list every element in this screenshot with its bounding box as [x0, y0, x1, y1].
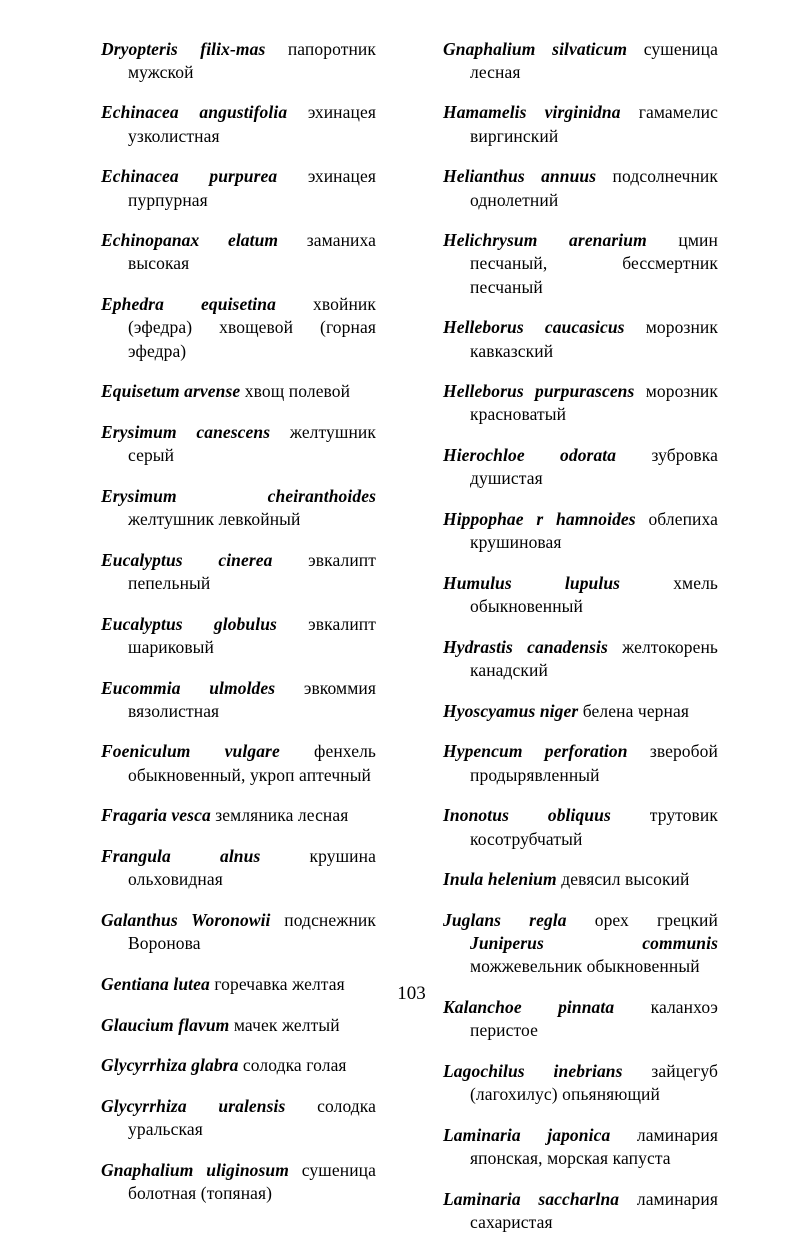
russian-name: ламинария японская, морская капуста [470, 1124, 718, 1169]
russian-name: горечавка желтая [214, 973, 345, 994]
glossary-entry [443, 700, 718, 723]
russian-name: зайцегуб (лагохилус) опьяняющий [470, 1061, 718, 1105]
russian-name: зверобой продырявленный [470, 741, 718, 785]
latin-name: Laminaria japonica [443, 1124, 611, 1145]
latin-name: Dryopteris filix-mas [101, 38, 266, 59]
latin-name: Erysimum canescens [101, 421, 271, 442]
latin-name: Echinopanax elatum [101, 230, 279, 251]
russian-name: каланхоэ перистое [470, 997, 718, 1041]
glossary-entry [443, 444, 718, 490]
glossary-entry [443, 636, 718, 682]
glossary-entry [101, 613, 376, 659]
glossary-entry [101, 1054, 376, 1077]
russian-name: солодка голая [242, 1055, 347, 1076]
latin-name: Foeniculum vulgare [101, 741, 280, 762]
russian-name: фенхель обыкновенный, укроп аптечный [128, 741, 376, 785]
latin-name: Glycyrrhiza glabra [101, 1055, 239, 1076]
russian-name: подснежник Воронова [128, 909, 376, 954]
latin-name: Ephedra equisetina [101, 294, 276, 315]
latin-name: Gnaphalium uliginosum [101, 1159, 289, 1180]
latin-name: Humulus lupulus [443, 572, 621, 593]
glossary-entry [101, 1159, 376, 1205]
russian-name: орех грецкий [594, 909, 718, 930]
russian-name: желтушник серый [128, 421, 376, 466]
russian-name: хвощ полевой [244, 381, 351, 402]
latin-name: Inonotus obliquus [443, 805, 611, 826]
russian-name: зубровка душистая [470, 445, 718, 489]
russian-name: белена черная [582, 700, 690, 721]
glossary-entry [443, 868, 718, 891]
russian-name: папоротник мужской [128, 38, 376, 82]
glossary-entry [443, 572, 718, 618]
glossary-entry [443, 804, 718, 850]
russian-name: морозник кавказский [470, 317, 718, 361]
glossary-entry [101, 101, 376, 147]
latin-name: Hypencum perforation [443, 741, 628, 762]
latin-name: Laminaria saccharlna [443, 1188, 620, 1209]
latin-name: Hamamelis virginidna [443, 102, 621, 123]
glossary-entry [443, 380, 718, 426]
latin-name: Glycyrrhiza uralensis [101, 1096, 286, 1116]
glossary-entry [443, 38, 718, 84]
latin-name: Echinacea purpurea [101, 166, 278, 187]
russian-name: солодка уральская [128, 1096, 376, 1140]
latin-name: Helleborus purpurascens [443, 381, 635, 402]
right-column [443, 20, 718, 1234]
russian-name: земляника лесная [215, 805, 349, 826]
glossary-entry [443, 740, 718, 786]
russian-name: эвкоммия вязолистная [128, 677, 376, 721]
latin-name: Hyoscyamus niger [443, 700, 579, 721]
russian-name: эвкалипт шариковый [128, 613, 376, 657]
glossary-entry [101, 380, 376, 403]
glossary-entry [101, 1014, 376, 1037]
glossary-entry [443, 316, 718, 362]
latin-name: Gnaphalium silvaticum [443, 38, 628, 59]
russian-name: гамамелис виргинский [470, 102, 718, 146]
russian-name: подсолнечник однолетний [470, 166, 718, 210]
latin-name: Gentiana lutea [101, 973, 210, 994]
latin-name: Kalanchoe pinnata [443, 997, 615, 1018]
glossary-entry [443, 1188, 718, 1234]
glossary-entry [101, 845, 376, 891]
russian-name: хвойник (эфедра) хвощевой (горная эфедра) [128, 294, 376, 361]
latin-name: Frangula alnus [101, 846, 261, 867]
latin-name: Helichrysum arenarium [443, 230, 647, 251]
latin-name: Helianthus annuus [443, 166, 597, 187]
latin-name: Lagochilus inebrians [443, 1061, 623, 1081]
russian-name: сушеница болотная (топяная) [128, 1159, 376, 1204]
latin-name: Inula helenium [443, 869, 557, 890]
latin-name: Hydrastis canadensis [443, 636, 608, 657]
latin-name: Equisetum arvense [101, 381, 241, 402]
russian-name: сушеница лесная [470, 38, 718, 82]
russian-name: ламинария сахаристая [470, 1188, 718, 1233]
latin-name: Eucalyptus globulus [101, 613, 277, 634]
russian-name: эхинацея узколистная [128, 102, 376, 146]
russian-name: эхинацея пурпурная [128, 166, 376, 210]
latin-name: Fragaria vesca [101, 805, 211, 826]
glossary-entry [443, 165, 718, 211]
russian-name: облепиха крушиновая [470, 509, 718, 553]
russian-name: трутовик косотрубчатый [470, 805, 718, 849]
latin-name: Galanthus Woronowii [101, 909, 271, 930]
russian-name: морозник красноватый [470, 381, 718, 425]
glossary-entry [101, 549, 376, 595]
left-column [101, 20, 376, 1205]
glossary-entry [101, 804, 376, 827]
glossary-entry [101, 229, 376, 275]
glossary-entry [443, 909, 718, 979]
latin-name: Glaucium flavum [101, 1014, 230, 1035]
glossary-entry [443, 508, 718, 554]
russian-name: заманиха высокая [128, 230, 376, 274]
latin-name: Eucommia ulmoldes [101, 677, 276, 698]
glossary-entry [101, 485, 376, 531]
glossary-entry [443, 1124, 718, 1170]
latin-name: Helleborus caucasicus [443, 317, 625, 338]
russian-name: цмин песчаный, бессмертник песчаный [470, 230, 718, 297]
latin-name: Hierochloe odorata [443, 445, 617, 466]
russian-name: хмель обыкновенный [470, 572, 718, 617]
glossary-entry [101, 909, 376, 955]
latin-name: Eucalyptus cinerea [101, 549, 273, 570]
page-number: 103 [397, 983, 426, 1004]
glossary-entry [101, 38, 376, 84]
glossary-entry [101, 677, 376, 723]
russian-name: девясил высокий [561, 869, 690, 890]
latin-name: Hippophae r hamnoides [443, 509, 636, 530]
russian-name: можжевельник обыкновенный [470, 956, 700, 977]
glossary-entry [101, 293, 376, 363]
glossary-entry [101, 165, 376, 211]
glossary-entry [101, 421, 376, 467]
latin-name: Erysimum cheiranthoides [101, 485, 376, 506]
russian-name: крушина ольховидная [128, 846, 376, 890]
russian-name: мачек желтый [233, 1014, 340, 1035]
glossary-entry [443, 1060, 718, 1106]
russian-name: желтокорень канадский [470, 636, 718, 681]
latin-name: Echinacea angustifolia [101, 102, 288, 123]
glossary-entry [443, 101, 718, 147]
russian-name: эвкалипт пепельный [128, 549, 376, 593]
glossary-entry [101, 740, 376, 786]
glossary-entry [443, 229, 718, 299]
russian-name: желтушник левкойный [128, 509, 301, 530]
glossary-entry [101, 1095, 376, 1141]
latin-name: Juglans regla [443, 909, 567, 930]
latin-name: Juniperus communis [470, 933, 718, 954]
